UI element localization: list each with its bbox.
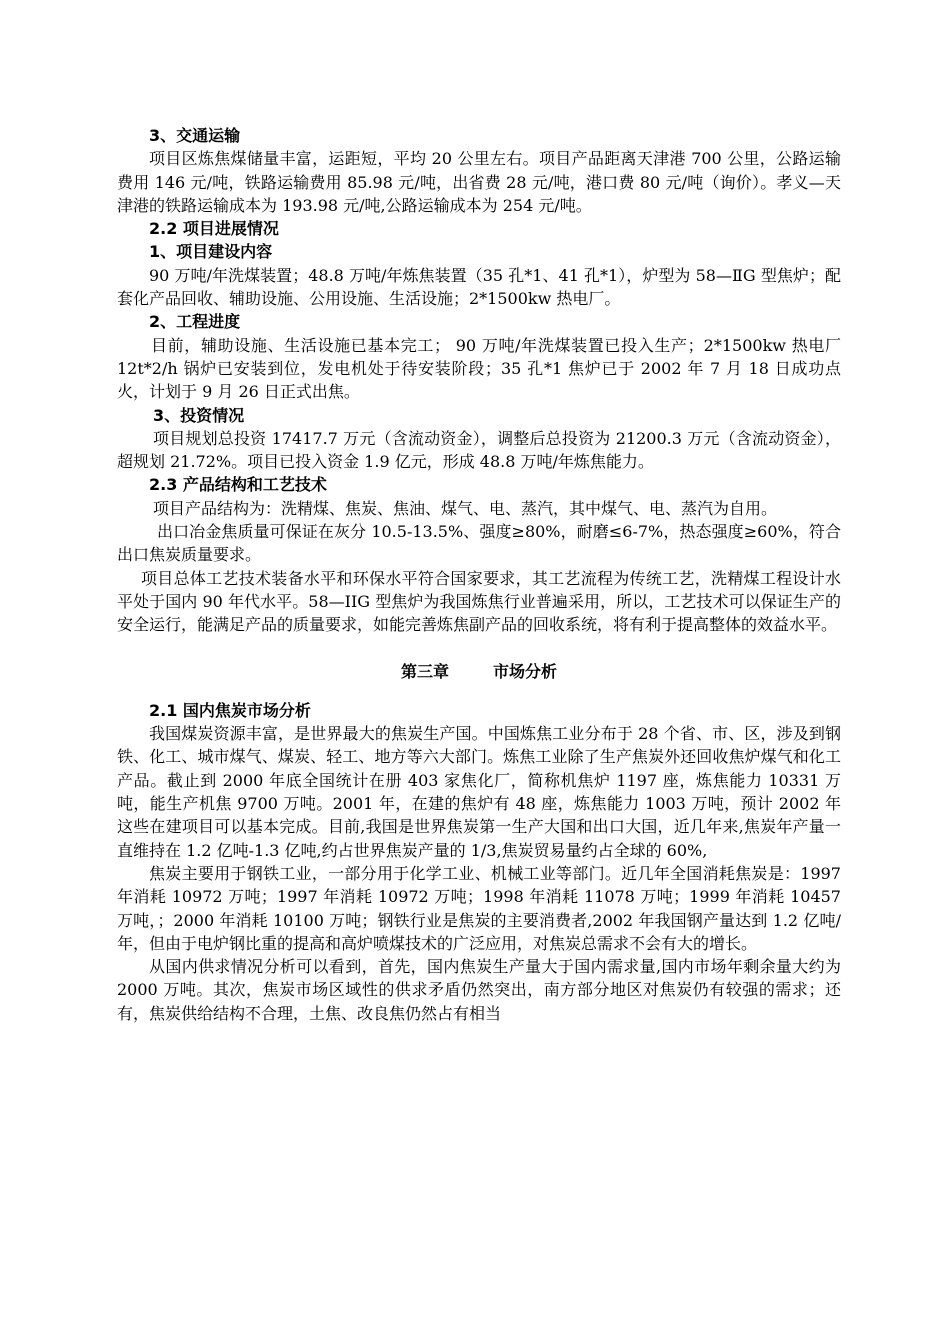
market-paragraph-2: 焦炭主要用于钢铁工业，一部分用于化学工业、机械工业等部门。近几年全国消耗焦炭是：1997 年消耗 10972 万吨；1997 年消耗 10972 万吨；1998 年消耗 11078 万吨；1999 年消耗 10457 万吨，；2000 年消耗 10100 万吨；钢铁行业是焦炭的主要消费者,2002 年我国钢产量达到 1.2 亿吨/年，但由于电炉钢比重的提高和高炉喷煤技术的广泛应用，对焦炭总需求不会有大的增长。	[117, 863, 841, 953]
market-paragraph-1: 我国煤炭资源丰富，是世界最大的焦炭生产国。中国炼焦工业分布于 28 个省、市、区，涉及到钢铁、化工、城市煤气、煤炭、轻工、地方等六大部门。炼焦工业除了生产焦炭外还回收焦炉煤气和化工产品。截止到 2000 年底全国统计在册 403 家焦化厂，简称机焦炉 1197 座，炼焦能力 10331 万吨，能生产机焦 9700 万吨。2001 年，在建的焦炉有 48 座，炼焦能力 1003 万吨，预计 2002 年这些在建项目可以基本完成。目前,我国是世界焦炭第一生产大国和出口大国，近几年来,焦炭年产量一直维持在 1.2 亿吨-1.3 亿吨,约占世界焦炭产量的 1/3,焦炭贸易量约占全球的 60%,	[117, 724, 841, 860]
chapter-number: 第三章	[400, 661, 449, 681]
market-paragraph-3: 从国内供求情况分析可以看到，首先，国内焦炭生产量大于国内需求量,国内市场年剩余量大约为 2000 万吨。其次，焦炭市场区域性的供求矛盾仍然突出，南方部分地区对焦炭仍有较强的需求；还有，焦炭供给结构不合理，土焦、改良焦仍然占有相当	[117, 957, 841, 1023]
chapter-name: 市场分析	[493, 661, 558, 681]
products-paragraph-2: 出口冶金焦质量可保证在灰分 10.5-13.5%、强度≥80%，耐磨≤6-7%，热态强度≥60%，符合出口焦炭质量要求。	[117, 522, 841, 565]
transport-heading: 3、交通运输	[149, 126, 241, 145]
schedule-paragraph: 目前，辅助设施、生活设施已基本完工； 90 万吨/年洗煤装置已投入生产；2*1500kw 热电厂 12t*2/h 锅炉已安装到位，发电机处于待安装阶段；35 孔*1 焦炉已于 2002 年 7 月 18 日成功点火，计划于 9 月 26 日正式出焦。	[117, 335, 841, 402]
construction-heading: 1、项目建设内容	[149, 242, 273, 262]
schedule-heading: 2、工程进度	[149, 312, 241, 332]
products-paragraph-1: 项目产品结构为：洗精煤、焦炭、焦油、煤气、电、蒸汽，其中煤气、电、蒸汽为自用。	[153, 498, 778, 518]
products-heading: 2.3 产品结构和工艺技术	[149, 475, 327, 495]
products-paragraph-3: 项目总体工艺技术装备水平和环保水平符合国家要求，其工艺流程为传统工艺，洗精煤工程设计水平处于国内 90 年代水平。58—IIG 型焦炉为我国炼焦行业普遍采用，所以，工艺技术可以保证生产的安全运行，能满足产品的质量要求，如能完善炼焦副产品的回收系统，将有利于提高整体的效益水平。	[117, 568, 841, 635]
chapter-title	[117, 660, 841, 683]
market-heading: 2.1 国内焦炭市场分析	[149, 700, 311, 720]
investment-heading: 3、投资情况	[153, 405, 245, 425]
investment-paragraph: 项目规划总投资 17417.7 万元（含流动资金），调整后总投资为 21200.3 万元（含流动资金），超规划 21.72%。项目已投入资金 1.9 亿元，形成 48.8 万吨/年炼焦能力。	[117, 428, 841, 472]
construction-paragraph: 90 万吨/年洗煤装置；48.8 万吨/年炼焦装置（35 孔*1、41 孔*1），炉型为 58—ⅡG 型焦炉；配套化产品回收、辅助设施、公用设施、生活设施；2*1500kw 热电厂。	[117, 265, 841, 309]
document-page	[117, 124, 841, 1025]
transport-paragraph: 项目区炼焦煤储量丰富，运距短，平均 20 公里左右。项目产品距离天津港 700 公里，公路运输费用 146 元/吨，铁路运输费用 85.98 元/吨，出省费 28 元/吨，港口费 80 元/吨（询价）。孝义—天津港的铁路运输成本为 193.98 元/吨,公路运输成本为 254 元/吨。	[117, 149, 841, 215]
progress-heading: 2.2 项目进展情况	[149, 219, 279, 239]
